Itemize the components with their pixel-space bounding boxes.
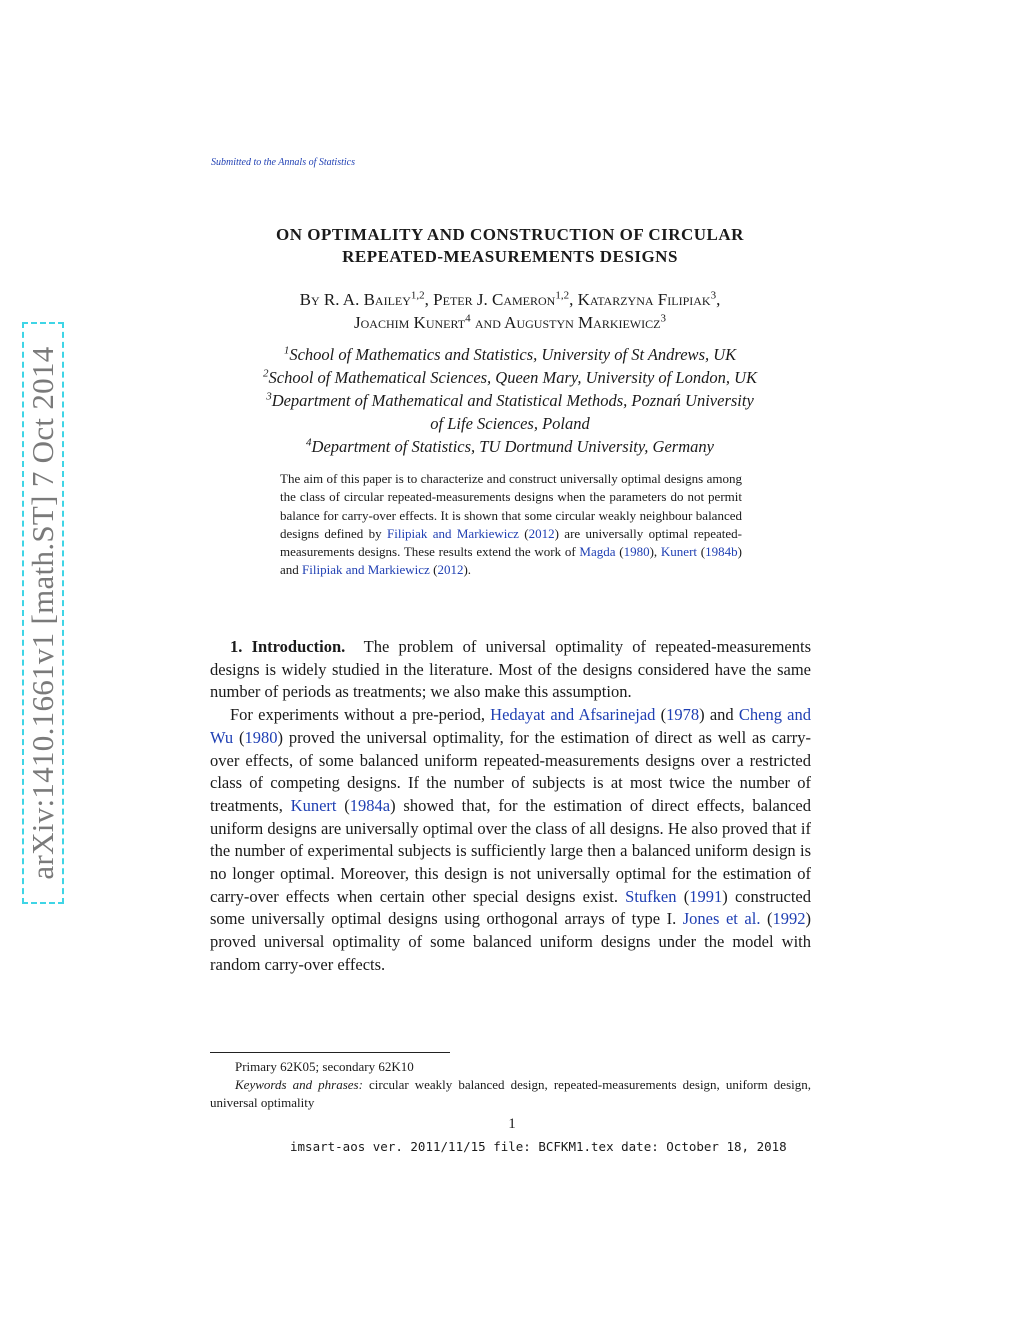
author-affiliation-mark: 1,2 — [555, 289, 570, 302]
citation-link[interactable]: Magda — [579, 544, 616, 560]
abstract-text: The aim of this paper is to characterize and construct universally optimal designs among the class of circular repeated-measurements designs when the parameters do not permit balance for carry-over effects. It is shown that some circular weakly neighbour balanced designs defined by — [280, 471, 742, 541]
citation-year-link[interactable]: 2012 — [437, 562, 464, 578]
author-affiliation-mark: 1,2 — [410, 289, 425, 302]
footnote-rule — [210, 1052, 450, 1053]
citation-link[interactable]: Cheng and Wu — [210, 705, 811, 747]
citation-year-link[interactable]: 1984b — [705, 544, 738, 560]
paragraph-text: The problem of universal optimality of repeated-measurements designs is widely studied in the literature. Most of the designs considered have the same number of periods as treatments; we also make this assumption. — [210, 637, 811, 702]
author-name: R. A. Bailey — [323, 290, 411, 309]
page-number: 1 — [508, 1116, 516, 1132]
author-separator: , — [424, 290, 434, 309]
abstract: The aim of this paper is to characterize and construct universally optimal designs among the class of circular repeated-measurements designs when the parameters do not permit balance for carry-over effects. It is shown that some circular weakly neighbour balanced designs defined by Filipiak and Markiewicz (2012) are universally optimal repeated-measurements designs. These results extend the work of Magda (1980), Kunert (1984b) and Filipiak and Markiewicz (2012). — [280, 471, 742, 578]
arxiv-identifier[interactable]: arXiv:1410.1661v1 [math.ST] 7 Oct 2014 — [25, 346, 60, 880]
affiliation-text: Department of Mathematical and Statistical Methods, Poznań University — [271, 391, 754, 410]
citation-link[interactable]: Stufken — [625, 886, 677, 906]
introduction-section: 1. Introduction. The problem of universal optimality of repeated-measurements designs is widely studied in the literature. Most of the designs considered have the same number of periods as treatments; we also make this assumption. For experiments without a pre-period, Hedayat and Afsarinejad (1978) and Cheng and Wu (1980) proved the universal optimality, for the estimation of direct as well as carry-over effects, of some balanced uniform repeated-measurements designs over a restricted class of competing designs. If the number of subjects is at most twice the number of treatments, Kunert (1984a) showed that, for the estimation of direct effects, balanced uniform designs are universally optimal over the class of all designs. He also proved that if the number of experimental subjects is sufficiently large then a balanced uniform design is no longer optimal. Moreover, this design is not universally optimal for the estimation of carry-over effects when certain other special designs exist. Stufken (1991) constructed some universally optimal designs using orthogonal arrays of type I. Jones et al. (1992) proved universal optimality of some balanced uniform designs under the model with random carry-over effects. — [210, 637, 811, 974]
footnotes — [210, 1058, 811, 1112]
citation-link[interactable]: Filipiak and Markiewicz — [386, 525, 519, 541]
affiliation-text: of Life Sciences, Poland — [430, 414, 590, 433]
author-separator: , — [569, 290, 578, 309]
affiliation-number: 3 — [266, 390, 272, 403]
author-affiliation-mark: 3 — [710, 289, 717, 302]
citation-year-link[interactable]: 1984a — [349, 795, 391, 815]
affiliation-number: 4 — [306, 436, 312, 449]
author-line-2 — [200, 313, 820, 333]
keywords-text: circular weakly balanced design, repeated-measurements design, uniform design, universal optimality — [210, 1077, 812, 1110]
citation-year-link[interactable]: 1978 — [666, 705, 700, 725]
author-line-1 — [200, 290, 820, 310]
abstract-text: are universally optimal repeated-measurements designs. These results extend the work of — [280, 525, 742, 560]
citation-year-link[interactable]: 1991 — [689, 886, 723, 906]
msc-classification: Primary 62K05; secondary 62K10 — [235, 1059, 414, 1074]
author-name: Peter J. Cameron — [433, 290, 556, 309]
and-word: and — [474, 313, 501, 332]
author-name: Augustyn Markiewicz — [504, 313, 661, 332]
paper-title-line-1: ON OPTIMALITY AND CONSTRUCTION OF CIRCULAR — [276, 225, 744, 244]
paragraph-text: For experiments without a pre-period, — [230, 705, 491, 725]
paragraph-text: constructed some universally optimal designs using orthogonal arrays of type I. — [210, 886, 811, 929]
affiliation-text: School of Mathematical Sciences, Queen Mary, University of London, UK — [268, 368, 757, 387]
citation-link[interactable]: Kunert — [660, 544, 698, 560]
author-separator: , — [716, 290, 721, 309]
author-affiliation-mark: 4 — [465, 312, 471, 325]
citation-year-link[interactable]: 1992 — [772, 909, 806, 929]
affiliation-4 — [190, 437, 830, 457]
citation-link[interactable]: Hedayat and Afsarinejad — [490, 705, 656, 725]
affiliation-3 — [190, 391, 830, 411]
paragraph-text: and — [704, 705, 739, 725]
by-word: By — [299, 290, 320, 309]
imsart-footer: imsart-aos ver. 2011/11/15 file: BCFKM1.tex date: October 18, 2018 — [290, 1139, 787, 1154]
abstract-text: and — [280, 562, 303, 578]
author-name: Katarzyna Filipiak — [577, 290, 711, 309]
citation-year-link[interactable]: 1980 — [623, 544, 650, 560]
author-affiliation-mark: 3 — [660, 312, 666, 325]
paragraph-text: proved universal optimality of some balanced uniform designs under the model with random carry-over effects. — [210, 932, 811, 974]
affiliation-2 — [190, 368, 830, 388]
submitted-journal-note: Submitted to the Annals of Statistics — [211, 157, 355, 168]
citation-year-link[interactable]: 2012 — [528, 525, 555, 541]
affiliation-1 — [190, 345, 830, 365]
citation-link[interactable]: Filipiak and Markiewicz — [302, 562, 430, 578]
citation-link[interactable]: Kunert — [290, 795, 337, 815]
affiliation-number: 1 — [283, 344, 290, 357]
citation-year-link[interactable]: 1980 — [244, 727, 278, 747]
paper-title-line-2: REPEATED-MEASUREMENTS DESIGNS — [342, 247, 678, 266]
author-name: Joachim Kunert — [354, 313, 466, 332]
keywords-label: Keywords and phrases: — [235, 1077, 363, 1092]
affiliation-text: Department of Statistics, TU Dortmund University, Germany — [311, 437, 714, 456]
affiliation-number: 2 — [263, 367, 269, 380]
affiliation-3-continued — [190, 414, 830, 434]
paragraph-text: proved the universal optimality, for the estimation of direct as well as carry-over effects, of some balanced uniform repeated-measurements designs over a restricted class of competing designs. If the number of subjects is at most twice the number of treatments, — [210, 727, 811, 815]
citation-link[interactable]: Jones et al. — [682, 909, 761, 929]
section-heading: 1. Introduction. — [230, 637, 346, 656]
affiliation-text: School of Mathematics and Statistics, University of St Andrews, UK — [289, 345, 737, 364]
paragraph-text: showed that, for the estimation of direct effects, balanced uniform designs are universally optimal over the class of all designs. He also proved that if the number of experimental subjects is sufficiently large then a balanced uniform design is no longer optimal. Moreover, this design is not universally optimal for the estimation of carry-over effects when certain other special designs exist. — [210, 795, 811, 906]
